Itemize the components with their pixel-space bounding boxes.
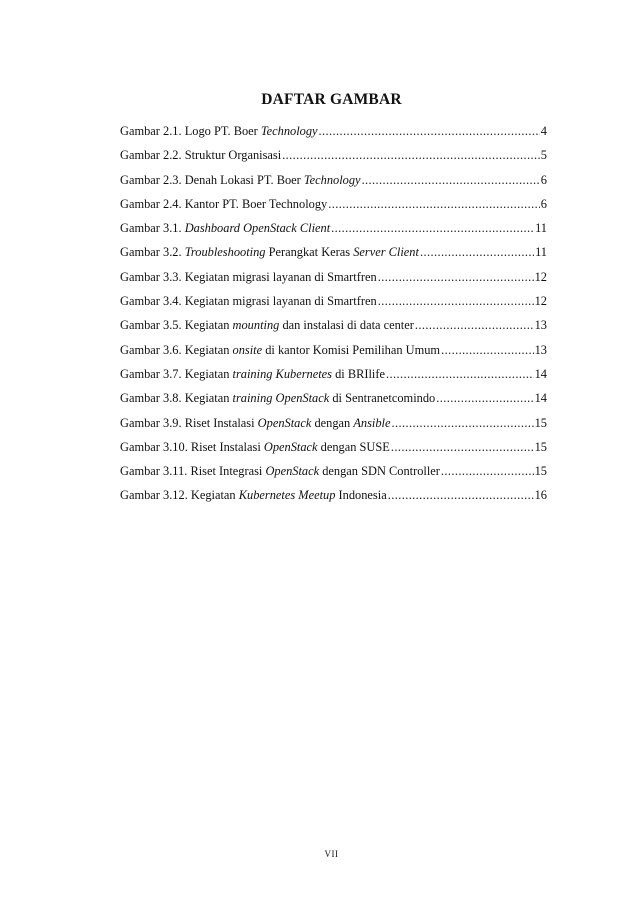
dot-leader (435, 388, 533, 408)
figure-title-text: Riset Instalasi (184, 415, 258, 430)
figure-caption (120, 388, 435, 408)
figure-caption (120, 121, 318, 141)
figure-title-italic: training Kubernetes (232, 366, 332, 381)
figure-caption (120, 170, 361, 190)
figure-title-text: dengan (311, 415, 354, 430)
dot-leader (377, 267, 534, 287)
figure-caption (120, 145, 281, 165)
figure-entry[interactable] (120, 145, 547, 169)
figure-entry[interactable] (120, 170, 547, 194)
figure-label: Gambar 3.3. (120, 269, 182, 284)
figure-page-number: 12 (534, 269, 547, 284)
figure-title-text: Perangkat Keras (265, 245, 354, 260)
figure-caption (120, 315, 414, 335)
dot-leader (318, 121, 540, 141)
figure-page-number: 15 (534, 439, 547, 454)
figure-entry[interactable] (120, 340, 547, 364)
figure-title-text: Kegiatan (184, 318, 233, 333)
dot-leader (385, 364, 534, 384)
figure-page-number: 5 (540, 148, 547, 163)
figure-title-italic: OpenStack (263, 439, 318, 454)
figure-title-italic: mounting (232, 318, 280, 333)
figure-page-number: 14 (534, 391, 547, 406)
figure-caption (120, 413, 391, 433)
figure-entry[interactable] (120, 218, 547, 242)
dot-leader (281, 145, 540, 165)
figure-list (120, 121, 547, 510)
figure-title-italic: Server Client (353, 245, 419, 260)
dot-leader (387, 485, 534, 505)
figure-entry[interactable] (120, 461, 547, 485)
figure-entry[interactable] (120, 242, 547, 266)
figure-title-text: Kegiatan migrasi layanan di Smartfren (184, 294, 377, 309)
figure-label: Gambar 2.4. (120, 196, 182, 211)
figure-label: Gambar 3.1. (120, 221, 182, 236)
page-title: DAFTAR GAMBAR (261, 91, 402, 108)
figure-title-italic: OpenStack (257, 415, 312, 430)
figure-caption (120, 291, 377, 311)
figure-entry[interactable] (120, 437, 547, 461)
figure-title-text: Kegiatan migrasi layanan di Smartfren (184, 269, 377, 284)
dot-leader (440, 340, 534, 360)
figure-label: Gambar 3.5. (120, 318, 182, 333)
dot-leader (419, 242, 534, 262)
figure-caption (120, 485, 387, 505)
figure-title-text: Kegiatan (184, 342, 233, 357)
figure-entry[interactable] (120, 364, 547, 388)
figure-label: Gambar 3.2. (120, 245, 182, 260)
figure-title-italic: training OpenStack (232, 391, 330, 406)
figure-title-text: Logo PT. Boer (184, 124, 261, 138)
figure-title-text: Denah Lokasi PT. Boer (184, 172, 304, 187)
dot-leader (330, 218, 534, 238)
figure-caption (120, 194, 327, 214)
figure-page-number: 14 (534, 366, 547, 381)
figure-label: Gambar 3.9. (120, 415, 182, 430)
figure-label: Gambar 3.7. (120, 366, 182, 381)
figure-label: Gambar 3.8. (120, 391, 182, 406)
figure-label: Gambar 2.3. (120, 172, 182, 187)
figure-title-text: di Sentranetcomindo (329, 391, 436, 406)
figure-title-text: Kegiatan (190, 488, 239, 503)
figure-label: Gambar 2.1. (120, 124, 182, 138)
figure-label: Gambar 3.4. (120, 294, 182, 309)
figure-caption (120, 461, 440, 481)
dot-leader (390, 437, 534, 457)
figure-page-number: 15 (534, 464, 547, 479)
figure-page-number: 13 (534, 318, 547, 333)
figure-entry[interactable] (120, 121, 547, 145)
figure-entry[interactable] (120, 315, 547, 339)
figure-title-italic: OpenStack (265, 464, 320, 479)
figure-title-italic: Dashboard OpenStack Client (184, 221, 331, 236)
figure-entry[interactable] (120, 194, 547, 218)
figure-title-text: dan instalasi di data center (279, 318, 414, 333)
figure-page-number: 11 (535, 221, 547, 236)
figure-page-number: 6 (540, 196, 547, 211)
figure-caption (120, 242, 419, 262)
figure-label: Gambar 3.10. (120, 439, 188, 454)
figure-title-text: Indonesia (335, 488, 387, 503)
figure-page-number: 4 (540, 124, 547, 138)
figure-title-text: di kantor Komisi Pemilihan Umum (262, 342, 441, 357)
figure-entry[interactable] (120, 413, 547, 437)
figure-page-number: 13 (534, 342, 547, 357)
figure-title-text: Kantor PT. Boer Technology (184, 196, 328, 211)
figure-caption (120, 267, 377, 287)
figure-title-italic: Technology (260, 124, 318, 138)
figure-title-text: dengan SDN Controller (319, 464, 440, 479)
figure-title-text: Riset Instalasi (190, 439, 264, 454)
figure-entry[interactable] (120, 485, 547, 509)
figure-caption (120, 364, 385, 384)
figure-entry[interactable] (120, 388, 547, 412)
figure-title-italic: Technology (303, 172, 361, 187)
figure-title-text: Kegiatan (184, 366, 233, 381)
figure-entry[interactable] (120, 267, 547, 291)
figure-page-number: 15 (534, 415, 547, 430)
dot-leader (377, 291, 534, 311)
figure-page-number: 11 (535, 245, 547, 260)
figure-label: Gambar 3.12. (120, 488, 188, 503)
figure-label: Gambar 3.6. (120, 342, 182, 357)
figure-title-text: Kegiatan (184, 391, 233, 406)
figure-title-text: dengan SUSE (317, 439, 390, 454)
page-number: VII (324, 849, 339, 859)
figure-title-text: di BRIlife (332, 366, 385, 381)
dot-leader (391, 413, 534, 433)
figure-page-number: 16 (534, 488, 547, 503)
figure-title-italic: onsite (232, 342, 263, 357)
figure-title-italic: Kubernetes Meetup (238, 488, 336, 503)
figure-title-text: Struktur Organisasi (184, 148, 282, 163)
figure-caption (120, 218, 330, 238)
figure-entry[interactable] (120, 291, 547, 315)
figure-page-number: 12 (534, 294, 547, 309)
figure-page-number: 6 (540, 172, 547, 187)
dot-leader (361, 170, 540, 190)
figure-label: Gambar 2.2. (120, 148, 182, 163)
dot-leader (440, 461, 534, 481)
dot-leader (327, 194, 540, 214)
dot-leader (414, 315, 534, 335)
figure-caption (120, 340, 440, 360)
figure-title-italic: Ansible (353, 415, 391, 430)
figure-title-italic: Troubleshooting (184, 245, 266, 260)
figure-caption (120, 437, 390, 457)
figure-title-text: Riset Integrasi (190, 464, 266, 479)
figure-label: Gambar 3.11. (120, 464, 188, 479)
